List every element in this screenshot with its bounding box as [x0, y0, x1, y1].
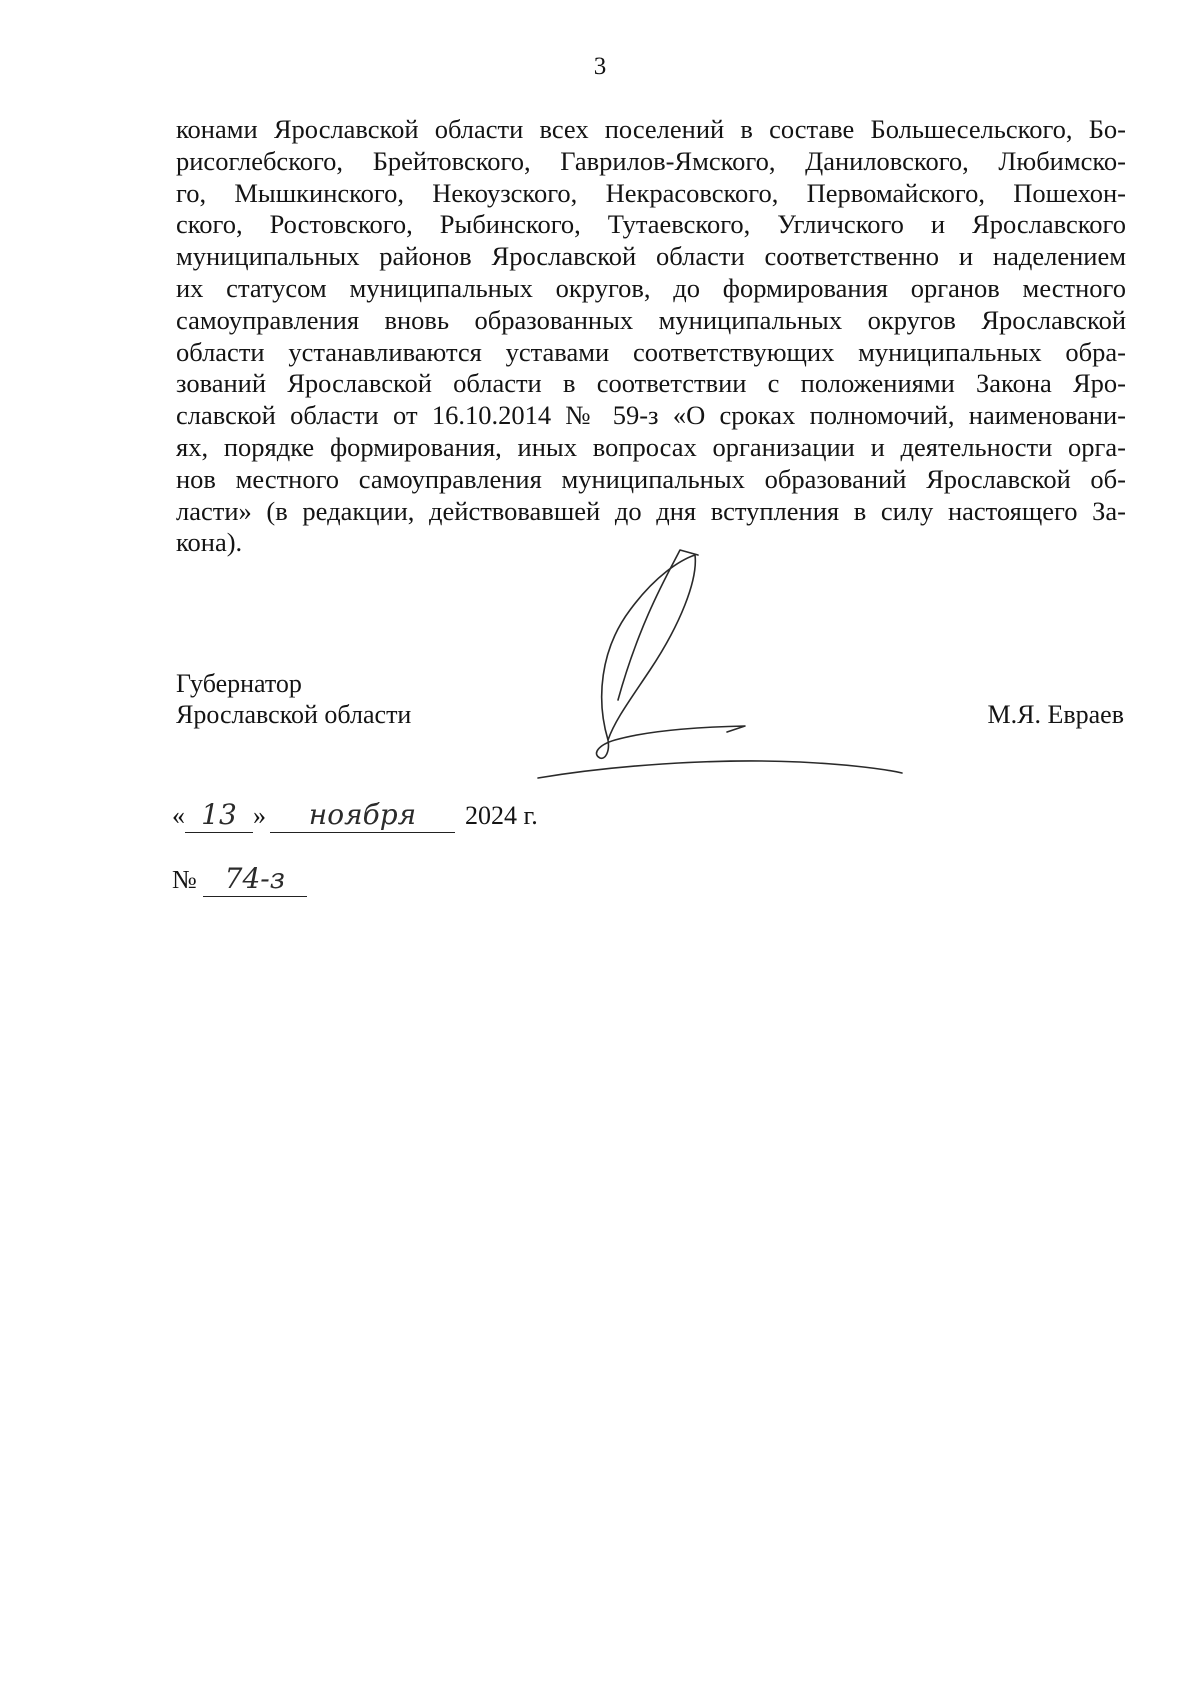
- signer-region: Ярославской области: [176, 700, 412, 729]
- number-sign: №: [172, 865, 197, 894]
- law-number-value: 74-з: [203, 862, 307, 897]
- date-year: 2024 г.: [465, 801, 538, 830]
- body-line: зований Ярославской области в соответствии с положениями Закона Яро-: [176, 368, 1126, 399]
- body-line: их статусом муниципальных округов, до формирования органов местного: [176, 272, 1126, 303]
- page-number: 3: [593, 53, 607, 80]
- date-month: ноября: [270, 798, 455, 833]
- body-line: самоуправления вновь образованных муниципальных округов Ярославской: [176, 304, 1126, 335]
- body-line: области устанавливаются уставами соответствующих муниципальных обра-: [176, 336, 1126, 367]
- body-line: рисоглебского, Брейтовского, Гаврилов-Ямского, Даниловского, Любимско-: [176, 145, 1126, 176]
- body-line: славской области от 16.10.2014 № 59-з «О сроках полномочий, наименовани-: [176, 400, 1126, 431]
- body-line: ях, порядке формирования, иных вопросах организации и деятельности орга-: [176, 431, 1126, 462]
- date-day: 13: [185, 798, 253, 833]
- body-line: ласти» (в редакции, действовавшей до дня вступления в силу настоящего За-: [176, 495, 1126, 526]
- signer-name: М.Я. Евраев: [987, 700, 1124, 729]
- body-line: муниципальных районов Ярославской области соответственно и наделением: [176, 241, 1126, 272]
- body-line: нов местного самоуправления муниципальных образований Ярославской об-: [176, 463, 1126, 494]
- law-number-line: [172, 860, 307, 900]
- signer-position: Губернатор: [176, 669, 302, 698]
- handwritten-signature: [530, 540, 970, 800]
- body-text: [176, 114, 1126, 559]
- body-line: ского, Ростовского, Рыбинского, Тутаевского, Угличского и Ярославского: [176, 209, 1126, 240]
- body-line: конами Ярославской области всех поселений в составе Большесельского, Бо-: [176, 114, 1126, 144]
- date-close-quote: »: [253, 801, 266, 830]
- signer-title: [176, 668, 411, 730]
- date-open-quote: «: [172, 801, 185, 830]
- date-line: [172, 796, 538, 836]
- body-line: го, Мышкинского, Некоузского, Некрасовского, Первомайского, Пошехон-: [176, 177, 1126, 208]
- body-line: кона).: [176, 527, 243, 558]
